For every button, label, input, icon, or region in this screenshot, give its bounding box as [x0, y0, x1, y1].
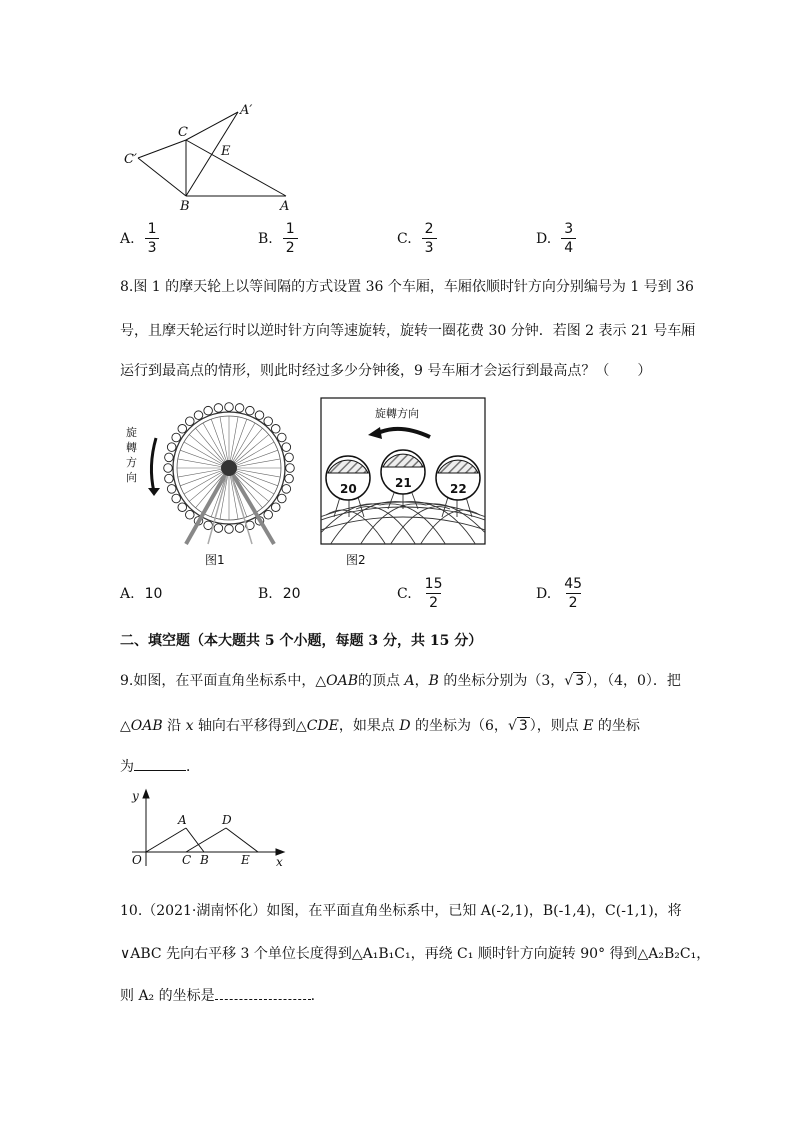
q7-option-a[interactable] — [120, 222, 159, 255]
fraction: $\frac{3}{4}$ — [561, 222, 576, 255]
answer-blank[interactable] — [215, 987, 311, 1000]
label-b: B — [200, 853, 209, 867]
car-22 — [436, 456, 480, 500]
q8-text-line-3: 运行到最高点的情形，则此时经过多少分钟後，9 号车厢才会运行到最高点？（ ） — [120, 363, 652, 379]
rotation-text-char: 向 — [126, 471, 137, 484]
wheel-car — [264, 510, 273, 519]
fraction: $\frac{45}{2}$ — [564, 576, 583, 611]
label-o: O — [132, 853, 142, 867]
wheel-car — [167, 443, 176, 452]
option-label: A. — [120, 586, 135, 602]
option-label: D. — [536, 585, 552, 602]
ferris-wheel-diagram — [118, 396, 308, 546]
car-20 — [326, 456, 370, 500]
q7-option-c[interactable] — [397, 222, 437, 255]
q8-figure-1 — [118, 396, 308, 546]
wheel-car — [282, 443, 291, 452]
label-c: C — [182, 853, 192, 867]
rotation-text-char: 轉 — [126, 441, 137, 454]
wheel-car — [225, 525, 234, 534]
sqrt: √ 3 — [507, 718, 528, 734]
wheel-car — [164, 464, 173, 473]
wheel-car — [271, 503, 280, 512]
wheel-car — [167, 485, 176, 494]
q9-figure — [118, 786, 293, 870]
axis-label-y: y — [132, 789, 139, 803]
wheel-car — [271, 424, 280, 433]
section-title: 二、填空题（本大题共 5 个小题，每题 3 分，共 15 分） — [120, 633, 483, 649]
label-e: E — [241, 853, 250, 867]
q8-text-line-2: 号，且摩天轮运行时以逆时针方向等速旋转，旋转一圈花费 30 分钟．若图 2 表示 21 号车厢 — [120, 323, 696, 339]
q7-label-a-prime: A′ — [240, 103, 253, 118]
fraction: $\frac{15}{2}$ — [424, 576, 443, 611]
q7-label-b: B — [180, 199, 190, 214]
q8-fig1-caption: 图1 — [205, 553, 225, 567]
q9-text-line-2: △OAB 沿 x 轴向右平移得到△CDE，如果点 D 的坐标为（6，√ 3 ），则点 E 的坐标 — [120, 718, 640, 734]
ferris-cars-diagram — [320, 397, 486, 545]
wheel-car — [172, 433, 181, 442]
option-value: 20 — [282, 586, 301, 602]
wheel-car — [282, 485, 291, 494]
answer-blank[interactable] — [134, 758, 186, 771]
q7-triangle-diagram — [118, 100, 308, 215]
wheel-car — [278, 494, 287, 503]
wheel-car — [194, 411, 203, 420]
q7-label-c-prime: C′ — [124, 152, 137, 167]
wheel-hub — [221, 460, 237, 476]
q7-option-d[interactable] — [536, 222, 576, 255]
car-number: 21 — [395, 476, 412, 490]
sqrt: √ 3 — [564, 673, 585, 689]
wheel-car — [204, 521, 213, 530]
fraction: $\frac{1}{3}$ — [145, 222, 160, 255]
wheel-car — [204, 406, 213, 415]
rotation-text-char: 方 — [126, 456, 137, 469]
wheel-car — [214, 404, 223, 413]
wheel-car — [285, 453, 294, 462]
q8-option-a[interactable] — [120, 586, 162, 602]
q7-figure — [118, 100, 308, 215]
wheel-car — [225, 403, 234, 412]
q7-label-e: E — [221, 144, 231, 159]
wheel-car — [185, 417, 194, 426]
q7-label-a: A — [280, 199, 290, 214]
wheel-car — [286, 464, 295, 473]
car-21 — [381, 450, 425, 494]
q8-option-d[interactable] — [536, 577, 585, 610]
q8-option-b[interactable] — [258, 586, 301, 602]
wheel-car — [214, 524, 223, 533]
option-label: C. — [397, 585, 412, 602]
wheel-car — [165, 453, 174, 462]
wheel-car — [172, 494, 181, 503]
car-number: 20 — [340, 482, 357, 496]
wheel-car — [235, 404, 244, 413]
q10-text-line-3: 则 A₂ 的坐标是 . — [120, 988, 316, 1004]
axis-label-x: x — [276, 855, 283, 869]
q7-label-c: C — [178, 125, 188, 140]
rotation-text-char: 旋 — [126, 426, 137, 439]
car-number: 22 — [450, 482, 467, 496]
wheel-car — [264, 417, 273, 426]
wheel-car — [255, 411, 264, 420]
wheel-car — [178, 503, 187, 512]
option-label: B. — [258, 586, 273, 602]
q8-text-line-1: 8.图 1 的摩天轮上以等间隔的方式设置 36 个车厢，车厢依顺时针方向分别编号为 1 号到 36 — [120, 279, 694, 295]
wheel-car — [178, 424, 187, 433]
option-label: C. — [397, 230, 412, 247]
fraction: $\frac{1}{2}$ — [283, 222, 298, 255]
q8-option-c[interactable] — [397, 577, 446, 610]
option-label: B. — [258, 230, 273, 247]
wheel-car — [285, 474, 294, 483]
rotation-arrow-icon — [151, 438, 156, 492]
q7-option-b[interactable] — [258, 222, 298, 255]
wheel-car — [235, 524, 244, 533]
option-label: D. — [536, 230, 552, 247]
option-label: A. — [120, 230, 135, 247]
fraction: $\frac{2}{3}$ — [422, 222, 437, 255]
wheel-car — [278, 433, 287, 442]
q8-fig2-caption: 图2 — [346, 553, 366, 567]
q10-text-line-1: 10.（2021·湖南怀化）如图，在平面直角坐标系中，已知 A(-2,1)，B(-1,4)，C(-1,1)，将 — [120, 903, 682, 919]
q9-text-line-3: 为 ． — [120, 759, 200, 775]
wheel-car — [185, 510, 194, 519]
q8-figure-2 — [320, 397, 486, 545]
wheel-car — [165, 474, 174, 483]
q9-text-line-1: 9.如图，在平面直角坐标系中，△OAB的顶点 A，B 的坐标分别为（3，√ 3 ），（4，0）．把 — [120, 673, 681, 689]
wheel-car — [246, 406, 255, 415]
fig2-rotation-text: 旋轉方向 — [375, 407, 419, 420]
option-value: 10 — [144, 586, 163, 602]
coordinate-diagram — [118, 786, 293, 870]
q10-text-line-2: ∨ABC 先向右平移 3 个单位长度得到△A₁B₁C₁，再绕 C₁ 顺时针方向旋转 90° 得到△A₂B₂C₁， — [120, 946, 711, 962]
label-d: D — [222, 813, 232, 827]
label-a: A — [178, 813, 187, 827]
